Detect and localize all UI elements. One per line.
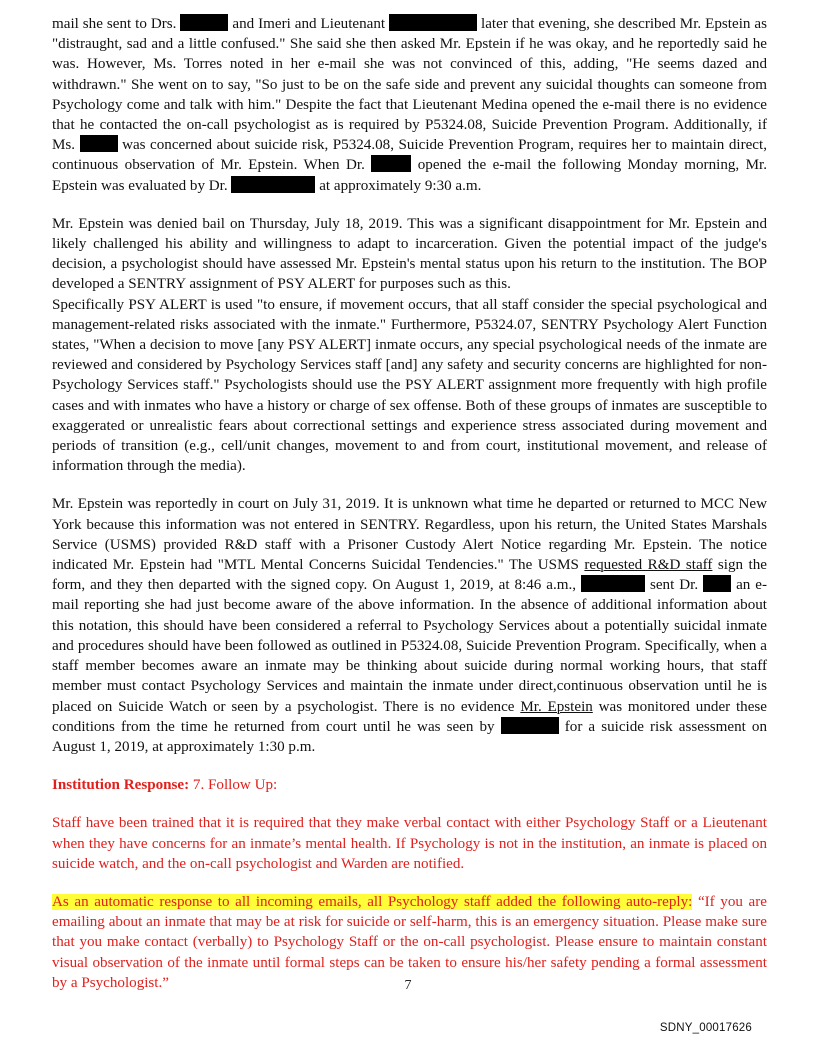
- institution-response-heading: Institution Response: 7. Follow Up:: [52, 777, 278, 794]
- paragraph-bail-denied: Mr. Epstein was denied bail on Thursday, July 18, 2019. This was a significant disappointment for Mr. Epstein and likely challenged his ability and willingness to adapt to incarceration. Given the potential impact of the judge's decision, a psychologist should have assessed Mr. Epstein's mental status upon his return to the institution. The BOP developed a SENTRY assignment of PSY ALERT for purposes such as this.: [52, 215, 767, 293]
- redaction-box: [501, 717, 559, 734]
- redaction-box: [371, 155, 411, 172]
- redaction-box: [231, 176, 315, 193]
- redaction-box: [703, 575, 731, 592]
- paragraph-psy-alert: Specifically PSY ALERT is used "to ensure, if movement occurs, that all staff consider the special psychological and management-related risks associated with the inmate." Furthermore, P5324.07, SENTRY Psychology Alert Function states, "When a decision to move [any PSY ALERT] inmate occurs, any special psychological needs of the inmate are reviewed and considered by Psychology Services staff [and] any safety and security concerns are highlighted for non-Psychology Services staff." Psychologists should use the PSY ALERT assignment more frequently with high profile cases and with inmates who have a history or charge of sex offense. Both of these groups of inmates are susceptible to exaggerated or unrealistic fears about correctional settings and experience stress associated during movement and periods of transition (e.g., cell/unit changes, movement to and from court, institutional movement, and release of information through the media).: [52, 296, 767, 475]
- redaction-box: [180, 14, 228, 31]
- highlighted-text: As an automatic response to all incoming emails, all Psychology staff added the following auto-reply:: [52, 893, 693, 910]
- redaction-box: [80, 135, 118, 152]
- bates-number: SDNY_00017626: [659, 1022, 752, 1034]
- response-paragraph-auto-reply: As an automatic response to all incoming emails, all Psychology staff added the following auto-reply: “If you are emailing about an inmate that may be at risk for suicide or self-harm, this is an emergency situation. Please make sure that you make contact (verbally) to Psychology Staff or the on-call psychologist. Please ensure to maintain constant visual observation of the inmate until formal steps can be taken to ensure his/her safety pending a formal assessment by a Psychologist.”: [52, 893, 767, 991]
- redaction-box: [581, 575, 645, 592]
- response-paragraph-training: Staff have been trained that it is required that they make verbal contact with either Psychology Staff or a Lieutenant when they have concerns for an inmate’s mental health. If Psychology is not in the institution, an inmate is placed on suicide watch, and the on-call psychologist and Warden are notified.: [52, 815, 767, 872]
- paragraph-court-return: Mr. Epstein was reportedly in court on July 31, 2019. It is unknown what time he departed or returned to MCC New York because this information was not entered in SENTRY. Regardless, upon his return, the United States Marshals Service (USMS) provided R&D staff with a Prisoner Custody Alert Notice regarding Mr. Epstein. The notice indicated Mr. Epstein had "MTL Mental Concerns Suicidal Tendencies." The USMS requested R&D staff sign the form, and they then departed with the signed copy. On August 1, 2019, at 8:46 a.m., sent Dr. an e-mail reporting she had just become aware of the above information. In the absence of additional information about this notation, this should have been considered a referral to Psychology Services about a potentially suicidal inmate and procedures should have been followed as outlined in P5324.08, Suicide Prevention Program. Specifically, when a staff member becomes aware an inmate may be thinking about suicide during normal working hours, that staff member must contact Psychology Services and maintain the inmate under direct,continuous observation until he is placed on Suicide Watch or seen by a psychologist. There is no evidence Mr. Epstein was monitored under these conditions from the time he returned from court until he was seen by for a suicide risk assessment on August 1, 2019, at approximately 1:30 p.m.: [52, 496, 767, 755]
- paragraph-email-followup: mail she sent to Drs. and Imeri and Lieutenant later that evening, she described Mr. Epstein as "distraught, sad and a little confused." She said she then asked Mr. Epstein if he was okay, and he reportedly said he was. However, Ms. Torres noted in her e-mail she was not convinced of this, adding, "He seems dazed and withdrawn." She went on to say, "So just to be on the safe side and prevent any suicidal thoughts can someone from Psychology come and talk with him." Despite the fact that Lieutenant Medina opened the e-mail there is no evidence that he contacted the on-call psychologist as is required by P5324.08, Suicide Prevention Program. Additionally, if Ms. was concerned about suicide risk, P5324.08, Suicide Prevention Program, requires her to maintain direct, continuous observation of Mr. Epstein. When Dr. opened the e-mail the following Monday morning, Mr. Epstein was evaluated by Dr. at approximately 9:30 a.m.: [52, 16, 768, 194]
- document-body: [52, 14, 767, 993]
- page-number: 7: [404, 978, 412, 993]
- redaction-box: [389, 14, 477, 31]
